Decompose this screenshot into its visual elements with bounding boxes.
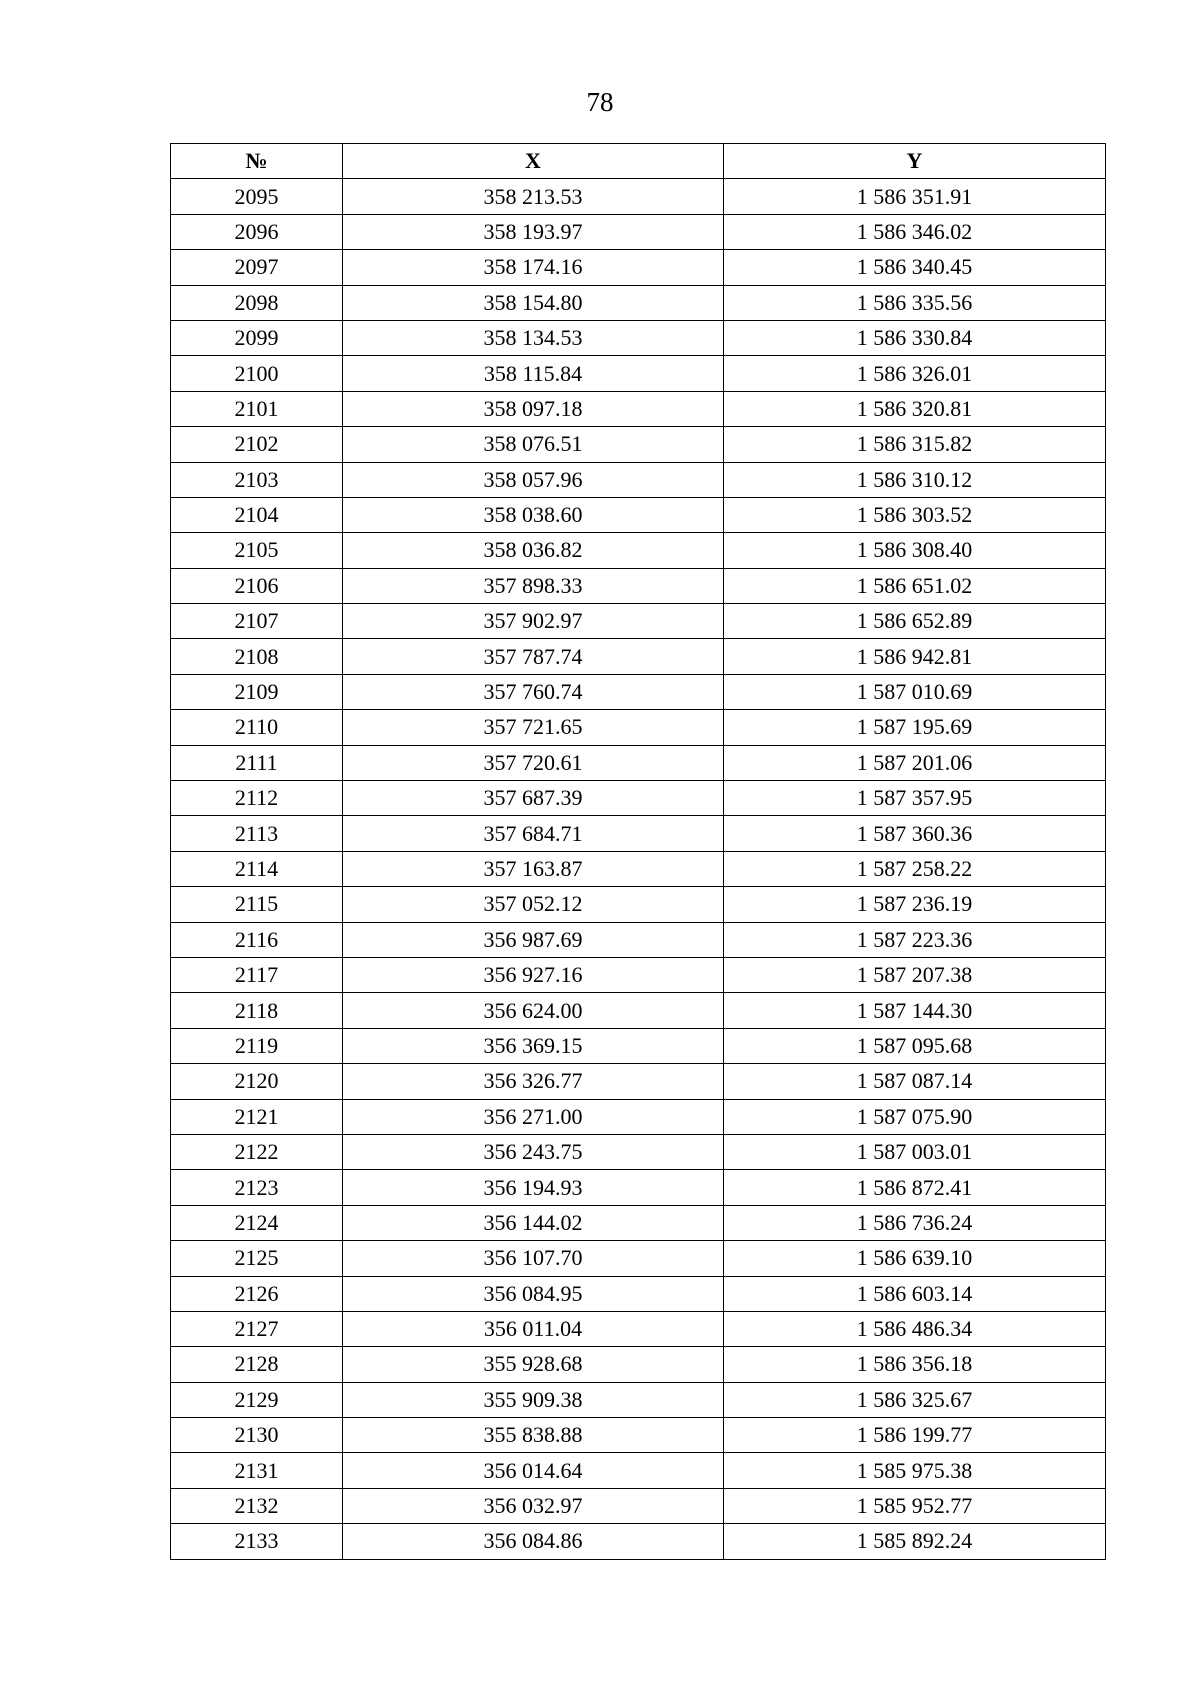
y-coordinate-cell: 1 587 144.30 bbox=[724, 993, 1106, 1028]
point-number-cell: 2102 bbox=[171, 427, 343, 462]
table-row bbox=[171, 1276, 1106, 1311]
table-row bbox=[171, 497, 1106, 532]
header-x: X bbox=[343, 144, 724, 179]
table-row bbox=[171, 887, 1106, 922]
point-number-cell: 2105 bbox=[171, 533, 343, 568]
point-number-cell: 2112 bbox=[171, 781, 343, 816]
point-number-cell: 2113 bbox=[171, 816, 343, 851]
x-coordinate-cell: 358 038.60 bbox=[343, 497, 724, 532]
x-coordinate-cell: 356 144.02 bbox=[343, 1205, 724, 1240]
y-coordinate-cell: 1 586 351.91 bbox=[724, 179, 1106, 214]
point-number-cell: 2111 bbox=[171, 745, 343, 780]
y-coordinate-cell: 1 587 087.14 bbox=[724, 1064, 1106, 1099]
point-number-cell: 2099 bbox=[171, 320, 343, 355]
table-body bbox=[171, 179, 1106, 1559]
y-coordinate-cell: 1 586 356.18 bbox=[724, 1347, 1106, 1382]
point-number-cell: 2124 bbox=[171, 1205, 343, 1240]
x-coordinate-cell: 358 036.82 bbox=[343, 533, 724, 568]
table-header bbox=[171, 144, 1106, 179]
y-coordinate-cell: 1 587 003.01 bbox=[724, 1134, 1106, 1169]
point-number-cell: 2132 bbox=[171, 1488, 343, 1523]
x-coordinate-cell: 358 057.96 bbox=[343, 462, 724, 497]
x-coordinate-cell: 357 684.71 bbox=[343, 816, 724, 851]
table-row bbox=[171, 285, 1106, 320]
table-row bbox=[171, 1524, 1106, 1559]
y-coordinate-cell: 1 587 207.38 bbox=[724, 957, 1106, 992]
y-coordinate-cell: 1 586 652.89 bbox=[724, 604, 1106, 639]
point-number-cell: 2123 bbox=[171, 1170, 343, 1205]
x-coordinate-cell: 356 014.64 bbox=[343, 1453, 724, 1488]
x-coordinate-cell: 357 720.61 bbox=[343, 745, 724, 780]
y-coordinate-cell: 1 586 315.82 bbox=[724, 427, 1106, 462]
table-row bbox=[171, 214, 1106, 249]
x-coordinate-cell: 356 987.69 bbox=[343, 922, 724, 957]
x-coordinate-cell: 356 084.86 bbox=[343, 1524, 724, 1559]
x-coordinate-cell: 358 134.53 bbox=[343, 320, 724, 355]
x-coordinate-cell: 357 687.39 bbox=[343, 781, 724, 816]
table-row bbox=[171, 356, 1106, 391]
y-coordinate-cell: 1 586 942.81 bbox=[724, 639, 1106, 674]
point-number-cell: 2095 bbox=[171, 179, 343, 214]
x-coordinate-cell: 356 032.97 bbox=[343, 1488, 724, 1523]
point-number-cell: 2118 bbox=[171, 993, 343, 1028]
y-coordinate-cell: 1 586 335.56 bbox=[724, 285, 1106, 320]
point-number-cell: 2128 bbox=[171, 1347, 343, 1382]
y-coordinate-cell: 1 587 195.69 bbox=[724, 710, 1106, 745]
x-coordinate-cell: 356 011.04 bbox=[343, 1311, 724, 1346]
x-coordinate-cell: 357 721.65 bbox=[343, 710, 724, 745]
table-row bbox=[171, 1488, 1106, 1523]
x-coordinate-cell: 356 271.00 bbox=[343, 1099, 724, 1134]
y-coordinate-cell: 1 586 872.41 bbox=[724, 1170, 1106, 1205]
x-coordinate-cell: 357 898.33 bbox=[343, 568, 724, 603]
table-row bbox=[171, 1382, 1106, 1417]
x-coordinate-cell: 358 193.97 bbox=[343, 214, 724, 249]
point-number-cell: 2131 bbox=[171, 1453, 343, 1488]
table-row bbox=[171, 993, 1106, 1028]
point-number-cell: 2133 bbox=[171, 1524, 343, 1559]
x-coordinate-cell: 356 927.16 bbox=[343, 957, 724, 992]
table-row bbox=[171, 427, 1106, 462]
x-coordinate-cell: 358 115.84 bbox=[343, 356, 724, 391]
point-number-cell: 2108 bbox=[171, 639, 343, 674]
x-coordinate-cell: 357 787.74 bbox=[343, 639, 724, 674]
table-row bbox=[171, 1134, 1106, 1169]
table-row bbox=[171, 1418, 1106, 1453]
point-number-cell: 2130 bbox=[171, 1418, 343, 1453]
x-coordinate-cell: 355 838.88 bbox=[343, 1418, 724, 1453]
x-coordinate-cell: 356 624.00 bbox=[343, 993, 724, 1028]
point-number-cell: 2116 bbox=[171, 922, 343, 957]
table-row bbox=[171, 1205, 1106, 1240]
x-coordinate-cell: 358 076.51 bbox=[343, 427, 724, 462]
table-row bbox=[171, 957, 1106, 992]
y-coordinate-cell: 1 586 320.81 bbox=[724, 391, 1106, 426]
point-number-cell: 2100 bbox=[171, 356, 343, 391]
point-number-cell: 2127 bbox=[171, 1311, 343, 1346]
x-coordinate-cell: 356 326.77 bbox=[343, 1064, 724, 1099]
table-header-row bbox=[171, 144, 1106, 179]
table-row bbox=[171, 1311, 1106, 1346]
table-row bbox=[171, 1453, 1106, 1488]
x-coordinate-cell: 358 174.16 bbox=[343, 250, 724, 285]
table-row bbox=[171, 320, 1106, 355]
table-row bbox=[171, 604, 1106, 639]
table-row bbox=[171, 816, 1106, 851]
table-row bbox=[171, 710, 1106, 745]
point-number-cell: 2117 bbox=[171, 957, 343, 992]
page-number: 78 bbox=[586, 87, 614, 117]
y-coordinate-cell: 1 586 325.67 bbox=[724, 1382, 1106, 1417]
x-coordinate-cell: 356 194.93 bbox=[343, 1170, 724, 1205]
x-coordinate-cell: 356 107.70 bbox=[343, 1241, 724, 1276]
x-coordinate-cell: 357 902.97 bbox=[343, 604, 724, 639]
y-coordinate-cell: 1 586 326.01 bbox=[724, 356, 1106, 391]
point-number-cell: 2125 bbox=[171, 1241, 343, 1276]
table-row bbox=[171, 851, 1106, 886]
x-coordinate-cell: 357 052.12 bbox=[343, 887, 724, 922]
point-number-cell: 2121 bbox=[171, 1099, 343, 1134]
y-coordinate-cell: 1 587 357.95 bbox=[724, 781, 1106, 816]
table-row bbox=[171, 639, 1106, 674]
point-number-cell: 2096 bbox=[171, 214, 343, 249]
header-y: Y bbox=[724, 144, 1106, 179]
table-row bbox=[171, 1064, 1106, 1099]
y-coordinate-cell: 1 586 603.14 bbox=[724, 1276, 1106, 1311]
point-number-cell: 2115 bbox=[171, 887, 343, 922]
y-coordinate-cell: 1 587 075.90 bbox=[724, 1099, 1106, 1134]
point-number-cell: 2119 bbox=[171, 1028, 343, 1063]
y-coordinate-cell: 1 587 258.22 bbox=[724, 851, 1106, 886]
point-number-cell: 2106 bbox=[171, 568, 343, 603]
y-coordinate-cell: 1 587 236.19 bbox=[724, 887, 1106, 922]
y-coordinate-cell: 1 586 639.10 bbox=[724, 1241, 1106, 1276]
table-row bbox=[171, 391, 1106, 426]
point-number-cell: 2104 bbox=[171, 497, 343, 532]
y-coordinate-cell: 1 585 892.24 bbox=[724, 1524, 1106, 1559]
y-coordinate-cell: 1 586 330.84 bbox=[724, 320, 1106, 355]
table-row bbox=[171, 533, 1106, 568]
table-row bbox=[171, 1028, 1106, 1063]
point-number-cell: 2109 bbox=[171, 674, 343, 709]
table-row bbox=[171, 462, 1106, 497]
x-coordinate-cell: 356 084.95 bbox=[343, 1276, 724, 1311]
y-coordinate-cell: 1 585 975.38 bbox=[724, 1453, 1106, 1488]
y-coordinate-cell: 1 587 223.36 bbox=[724, 922, 1106, 957]
y-coordinate-cell: 1 586 308.40 bbox=[724, 533, 1106, 568]
table-row bbox=[171, 568, 1106, 603]
y-coordinate-cell: 1 587 095.68 bbox=[724, 1028, 1106, 1063]
header-number: № bbox=[171, 144, 343, 179]
table-row bbox=[171, 745, 1106, 780]
table-row bbox=[171, 179, 1106, 214]
point-number-cell: 2098 bbox=[171, 285, 343, 320]
y-coordinate-cell: 1 587 201.06 bbox=[724, 745, 1106, 780]
y-coordinate-cell: 1 587 010.69 bbox=[724, 674, 1106, 709]
x-coordinate-cell: 355 928.68 bbox=[343, 1347, 724, 1382]
x-coordinate-cell: 358 154.80 bbox=[343, 285, 724, 320]
table-row bbox=[171, 674, 1106, 709]
table-row bbox=[171, 781, 1106, 816]
point-number-cell: 2129 bbox=[171, 1382, 343, 1417]
table-row bbox=[171, 1099, 1106, 1134]
x-coordinate-cell: 357 760.74 bbox=[343, 674, 724, 709]
y-coordinate-cell: 1 587 360.36 bbox=[724, 816, 1106, 851]
y-coordinate-cell: 1 586 651.02 bbox=[724, 568, 1106, 603]
coordinates-table bbox=[170, 143, 1106, 1560]
y-coordinate-cell: 1 586 346.02 bbox=[724, 214, 1106, 249]
point-number-cell: 2114 bbox=[171, 851, 343, 886]
x-coordinate-cell: 358 213.53 bbox=[343, 179, 724, 214]
y-coordinate-cell: 1 586 340.45 bbox=[724, 250, 1106, 285]
point-number-cell: 2097 bbox=[171, 250, 343, 285]
x-coordinate-cell: 357 163.87 bbox=[343, 851, 724, 886]
table-row bbox=[171, 1347, 1106, 1382]
x-coordinate-cell: 356 369.15 bbox=[343, 1028, 724, 1063]
point-number-cell: 2126 bbox=[171, 1276, 343, 1311]
y-coordinate-cell: 1 586 303.52 bbox=[724, 497, 1106, 532]
y-coordinate-cell: 1 586 736.24 bbox=[724, 1205, 1106, 1240]
x-coordinate-cell: 356 243.75 bbox=[343, 1134, 724, 1169]
y-coordinate-cell: 1 586 486.34 bbox=[724, 1311, 1106, 1346]
point-number-cell: 2110 bbox=[171, 710, 343, 745]
x-coordinate-cell: 355 909.38 bbox=[343, 1382, 724, 1417]
table-row bbox=[171, 1241, 1106, 1276]
point-number-cell: 2120 bbox=[171, 1064, 343, 1099]
y-coordinate-cell: 1 585 952.77 bbox=[724, 1488, 1106, 1523]
point-number-cell: 2107 bbox=[171, 604, 343, 639]
y-coordinate-cell: 1 586 199.77 bbox=[724, 1418, 1106, 1453]
table-row bbox=[171, 922, 1106, 957]
table-row bbox=[171, 1170, 1106, 1205]
point-number-cell: 2103 bbox=[171, 462, 343, 497]
table-row bbox=[171, 250, 1106, 285]
point-number-cell: 2101 bbox=[171, 391, 343, 426]
point-number-cell: 2122 bbox=[171, 1134, 343, 1169]
x-coordinate-cell: 358 097.18 bbox=[343, 391, 724, 426]
y-coordinate-cell: 1 586 310.12 bbox=[724, 462, 1106, 497]
